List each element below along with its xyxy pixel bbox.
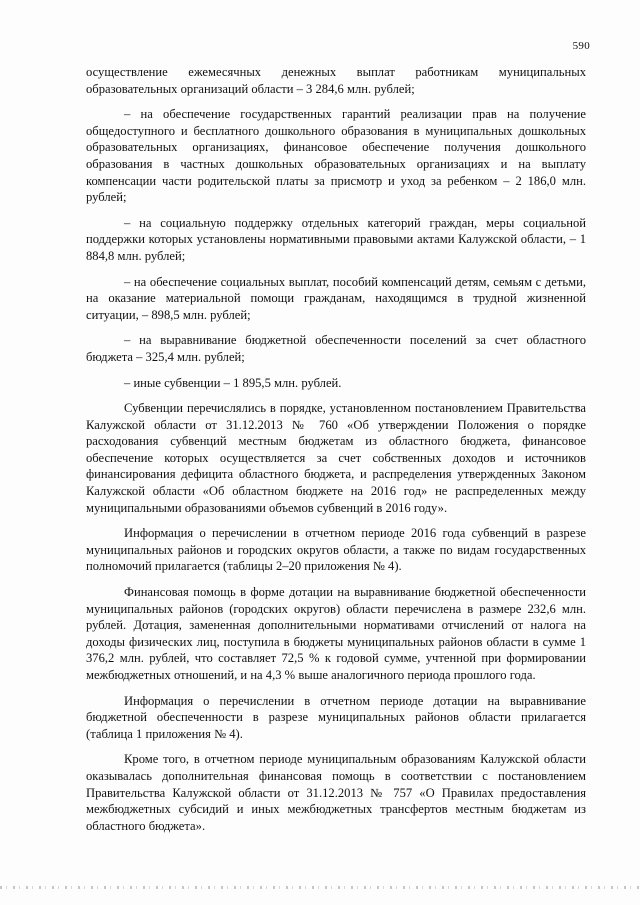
document-body — [86, 64, 586, 843]
page-number: 590 — [572, 40, 590, 52]
paragraph-subvention-info: Информация о перечислении в отчетном периоде 2016 года субвенций в разрезе муниципальных районов и городских округов области, а также по видам государственных полномочий прилагается (таблицы 2–20 приложения № 4). — [86, 526, 586, 574]
paragraph-social-payments: – на обеспечение социальных выплат, пособий компенсаций детям, семьям с детьми, на оказание материальной помощи гражданам, находящимся в трудной жизненной ситуации, – 898,5 млн. рублей; — [86, 274, 586, 322]
paragraph-equalization-settlements: – на выравнивание бюджетной обеспеченности поселений за счет областного бюджета – 325,4 млн. рублей; — [86, 333, 586, 364]
paragraph-additional-assistance: Кроме того, в отчетном периоде муниципальным образованиям Калужской области оказывалась дополнительная финансовая помощь в соответствии с постановлением Правительства Калужской области от 31.12.2013 № 757 «О Правилах предоставления межбюджетных субсидий и иных межбюджетных трансфертов местным бюджетам из областного бюджета». — [86, 752, 586, 833]
paragraph-financial-assistance: Финансовая помощь в форме дотации на выравнивание бюджетной обеспеченности муниципальных районов (городских округов) области перечислена в размере 232,6 млн. рублей. Дотация, замененная дополнительными нормативами отчислений от налога на доходы физических лиц, поступила в бюджеты муниципальных районов области в сумме 1 376,2 млн. рублей, что составляет 72,5 % к годовой сумме, учтенной при формировании межбюджетных отношений, и на 4,3 % выше аналогичного периода прошлого года. — [86, 585, 586, 682]
paragraph-subvention-procedure: Субвенции перечислялись в порядке, установленном постановлением Правительства Калужской области от 31.12.2013 № 760 «Об утверждении Положения о порядке расходования субвенций местным бюджетам из областного бюджета, финансовое обеспечение которых осуществляется за счет собственных доходов и источников финансирования дефицита областного бюджета, и распределения утвержденных Законом Калужской области «Об областном бюджете на 2016 год» не распределенных между муниципальными образованиями объемов субвенций в 2016 году». — [86, 401, 586, 515]
paragraph-preschool-guarantees: – на обеспечение государственных гарантий реализации прав на получение общедоступного и бесплатного дошкольного образования в муниципальных дошкольных образовательных организациях, финансовое обеспечение получения дошкольного образования в частных дошкольных образовательных организациях и на выплату компенсации части родительской платы за присмотр и уход за ребенком – 2 186,0 млн. рублей; — [86, 107, 586, 205]
paragraph-other-subventions: – иные субвенции – 1 895,5 млн. рублей. — [124, 375, 342, 390]
paragraph-social-support: – на социальную поддержку отдельных категорий граждан, меры социальной поддержки которых установлены нормативными правовыми актами Калужской области, – 1 884,8 млн. рублей; — [86, 215, 586, 263]
scan-edge-artifact — [0, 886, 640, 889]
paragraph-continuation: осуществление ежемесячных денежных выплат работникам муниципальных образовательных организаций области – 3 284,6 млн. рублей; — [86, 65, 586, 96]
paragraph-dotation-info: Информация о перечислении в отчетном периоде дотации на выравнивание бюджетной обеспеченности в разрезе муниципальных районов области прилагается (таблица 1 приложения № 4). — [86, 693, 586, 741]
